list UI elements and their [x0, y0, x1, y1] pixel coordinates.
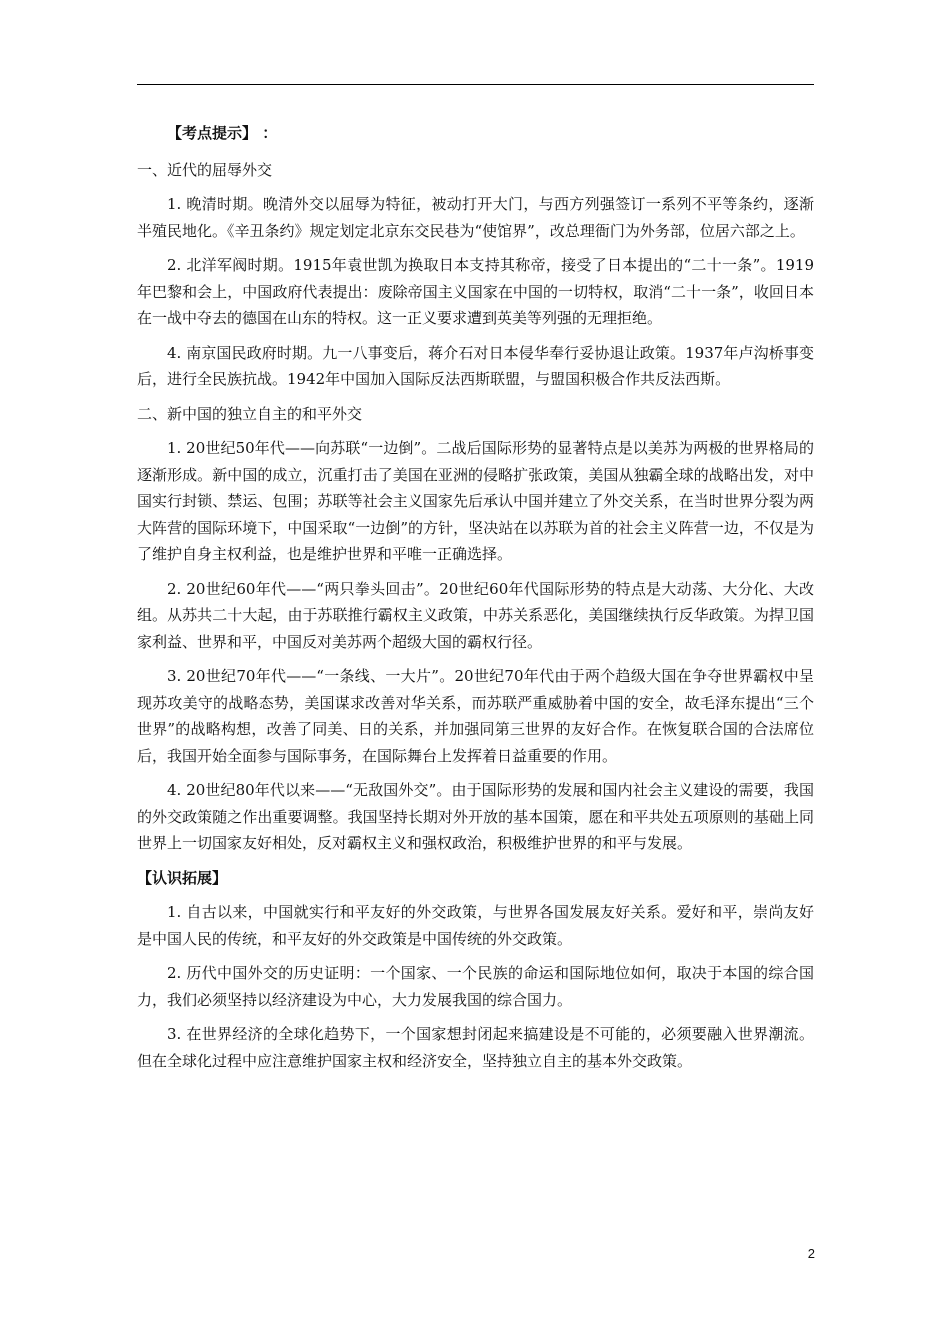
- page-number: 2: [807, 1246, 815, 1261]
- section-heading-new-china: 二、新中国的独立自主的和平外交: [137, 404, 363, 423]
- paragraph: 4. 20世纪80年代以来——“无敌国外交”。由于国际形势的发展和国内社会主义建设的需要，我国的外交政策随之作出重要调整。我国坚持长期对外开放的基本国策，愿在和平共处五项原则的基础上同世界上一切国家友好相处，反对霸权主义和强权政治，积极维护世界的和平与发展。: [137, 781, 814, 852]
- document-body: [137, 120, 814, 1082]
- paragraph: 3. 20世纪70年代——“一条线、一大片”。20世纪70年代由于两个趋级大国在争夺世界霸权中呈现苏攻美守的战略态势，美国谋求改善对华关系，而苏联严重威胁着中国的安全，故毛泽东提出“三个世界”的战略构想，改善了同美、日的关系，并加强同第三世界的友好合作。在恢复联合国的合法席位后，我国开始全面参与国际事务，在国际舞台上发挥着日益重要的作用。: [137, 667, 814, 765]
- paragraph: 2. 20世纪60年代——“两只拳头回击”。20世纪60年代国际形势的特点是大动荡、大分化、大改组。从苏共二十大起，由于苏联推行霸权主义政策，中苏关系恶化，美国继续执行反华政策。为捍卫国家利益、世界和平，中国反对美苏两个超级大国的霸权行径。: [137, 579, 814, 651]
- renshi-title: 【认识拓展】: [137, 868, 228, 887]
- paragraph: 1. 自古以来，中国就实行和平友好的外交政策，与世界各国发展友好关系。爱好和平，崇尚友好是中国人民的传统，和平友好的外交政策是中国传统的外交政策。: [137, 903, 814, 948]
- section-heading-modern: 一、近代的屈辱外交: [137, 160, 273, 179]
- paragraph: 4. 南京国民政府时期。九一八事变后，蒋介石对日本侵华奉行妥协退让政策。1937年卢沟桥事变后，进行全民族抗战。1942年中国加入国际反法西斯联盟，与盟国积极合作共反法西斯。: [137, 343, 814, 388]
- paragraph: 2. 北洋军阀时期。1915年袁世凯为换取日本支持其称帝，接受了日本提出的“二十一条”。1919年巴黎和会上，中国政府代表提出：废除帝国主义国家在中国的一切特权，取消“二十一条”，收回日本在一战中夺去的德国在山东的特权。这一正义要求遭到英美等列强的无理拒绝。: [137, 256, 814, 327]
- paragraph: 1. 晚清时期。晚清外交以屈辱为特征，被动打开大门，与西方列强签订一系列不平等条约，逐渐半殖民地化。《辛丑条约》规定划定北京东交民巷为“使馆界”，改总理衙门为外务部，位居六部之上。: [137, 195, 814, 240]
- header-rule: [137, 84, 814, 85]
- paragraph: 3. 在世界经济的全球化趋势下，一个国家想封闭起来搞建设是不可能的，必须要融入世界潮流。但在全球化过程中应注意维护国家主权和经济安全，坚持独立自主的基本外交政策。: [137, 1025, 814, 1070]
- paragraph: 2. 历代中国外交的历史证明：一个国家、一个民族的命运和国际地位如何，取决于本国的综合国力，我们必须坚持以经济建设为中心，大力发展我国的综合国力。: [137, 964, 814, 1009]
- paragraph: 1. 20世纪50年代——向苏联“一边倒”。二战后国际形势的显著特点是以美苏为两极的世界格局的逐渐形成。新中国的成立，沉重打击了美国在亚洲的侵略扩张政策，美国从独霸全球的战略出发，对中国实行封锁、禁运、包围；苏联等社会主义国家先后承认中国并建立了外交关系，在当时世界分裂为两大阵营的国际环境下，中国采取“一边倒”的方针，坚决站在以苏联为首的社会主义阵营一边，不仅是为了维护自身主权利益，也是维护世界和平唯一正确选择。: [137, 439, 814, 563]
- kaodian-title: 【考点提示】 ：: [167, 124, 278, 142]
